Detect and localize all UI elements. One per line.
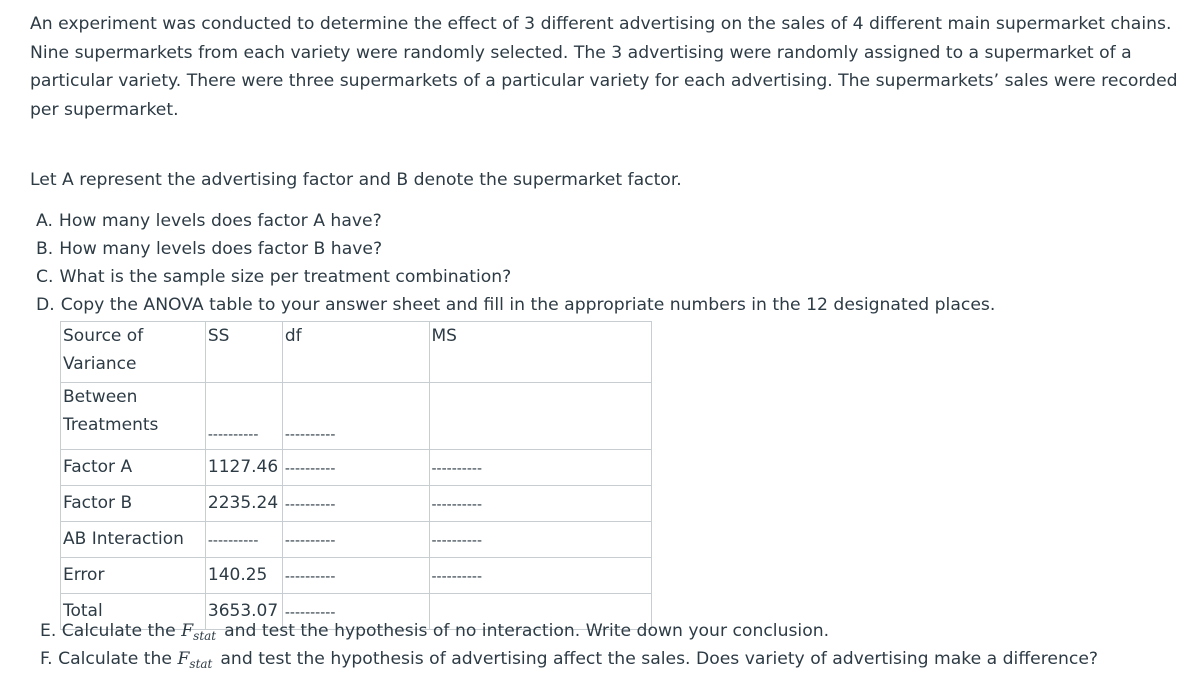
- df-cell: [282, 558, 429, 594]
- source-cell: Factor B: [61, 486, 206, 522]
- df-cell: [282, 450, 429, 486]
- problem-intro: An experiment was conducted to determine the effect of 3 different advertising on the sales of 4 different main supermarket chains. Nine supermarkets from each variety were randomly selected. The 3 advertising were randomly assigned to a supermarket of a particular variety. There were three supermarkets of a particular variety for each advertising. The supermarkets’ sales were recorded per supermarket.: [30, 14, 1178, 120]
- anova-row-interaction: [61, 522, 652, 558]
- blank-placeholder: ----------: [431, 497, 483, 513]
- question-e: E. Calculate the $F_{stat}$ and test the hypothesis of no interaction. Write down your conclusion.: [40, 621, 830, 643]
- blank-placeholder: ----------: [207, 427, 259, 443]
- anova-header-row: [61, 322, 652, 383]
- question-f: F. Calculate the $F_{stat}$ and test the hypothesis of advertising affect the sales. Does variety of advertising make a difference?: [40, 649, 1099, 671]
- ms-cell: [429, 486, 652, 522]
- blank-placeholder: ----------: [207, 533, 259, 549]
- ss-cell: 1127.46: [205, 450, 282, 486]
- blank-placeholder: ----------: [431, 533, 483, 549]
- header-df: df: [282, 322, 429, 383]
- ss-cell: 140.25: [205, 558, 282, 594]
- blank-placeholder: ----------: [284, 461, 336, 477]
- f-stat-subscript: stat: [189, 657, 213, 671]
- anova-row-factor-a: [61, 450, 652, 486]
- blank-placeholder: ----------: [284, 497, 336, 513]
- header-ss: SS: [205, 322, 282, 383]
- source-cell: AB Interaction: [61, 522, 206, 558]
- ss-cell: [205, 522, 282, 558]
- question-c: C. What is the sample size per treatment combination?: [36, 267, 512, 287]
- anova-row-between: [61, 383, 652, 450]
- source-cell: Error: [61, 558, 206, 594]
- source-cell: Total: [61, 594, 206, 630]
- blank-placeholder: ----------: [284, 427, 336, 443]
- question-a: A. How many levels does factor A have?: [36, 211, 382, 231]
- blank-placeholder: ----------: [284, 569, 336, 585]
- blank-placeholder: ----------: [284, 605, 336, 621]
- blank-placeholder: ----------: [284, 533, 336, 549]
- blank-placeholder: ----------: [431, 461, 483, 477]
- tail-question-list: [40, 617, 1098, 673]
- question-d: D. Copy the ANOVA table to your answer sheet and fill in the appropriate numbers in the 12 designated places.: [36, 295, 996, 315]
- source-cell: Between Treatments: [61, 383, 206, 450]
- ss-cell: 2235.24: [205, 486, 282, 522]
- anova-table: [60, 321, 652, 630]
- header-ms: MS: [429, 322, 652, 383]
- factor-definition: Let A represent the advertising factor and B denote the supermarket factor.: [30, 170, 682, 190]
- ms-cell: [429, 383, 652, 450]
- question-list: [36, 207, 995, 319]
- source-cell: Factor A: [61, 450, 206, 486]
- ms-cell: [429, 450, 652, 486]
- anova-row-factor-b: [61, 486, 652, 522]
- anova-row-error: [61, 558, 652, 594]
- ms-cell: [429, 558, 652, 594]
- question-b: B. How many levels does factor B have?: [36, 239, 383, 259]
- ss-cell: 3653.07: [205, 594, 282, 630]
- df-cell: [282, 383, 429, 450]
- df-cell: [282, 522, 429, 558]
- ms-cell: [429, 522, 652, 558]
- blank-placeholder: ----------: [431, 569, 483, 585]
- header-source: Source of Variance: [61, 322, 206, 383]
- f-stat-symbol: F: [181, 621, 194, 641]
- df-cell: [282, 486, 429, 522]
- f-stat-symbol: F: [177, 649, 190, 669]
- f-stat-subscript: stat: [193, 629, 217, 643]
- ss-cell: [205, 383, 282, 450]
